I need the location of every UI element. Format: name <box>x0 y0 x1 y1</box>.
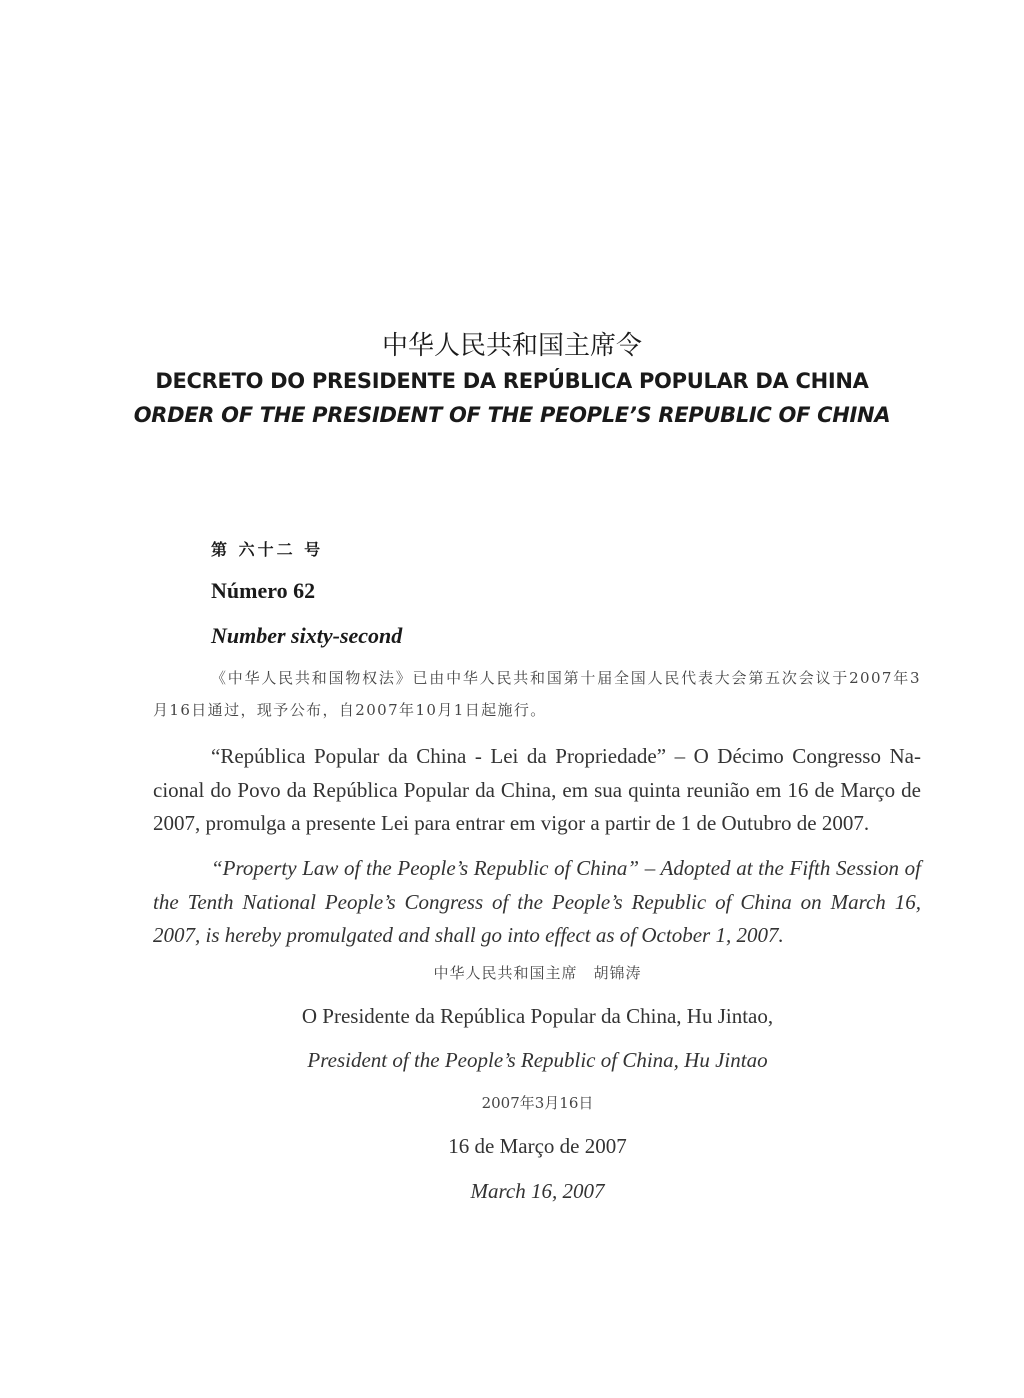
signature-english: President of the People’s Republic of China, Hu Jintao <box>307 1048 768 1072</box>
date-portuguese: 16 de Março de 2007 <box>448 1134 627 1158</box>
decree-number-chinese: 第 六十二 号 <box>211 540 324 559</box>
decree-number-english: Number sixty-second <box>211 623 403 648</box>
signature-chinese: 中华人民共和国主席 胡锦涛 <box>433 964 642 982</box>
date-english: March 16, 2007 <box>470 1179 605 1203</box>
signature-portuguese: O Presidente da República Popular da China, Hu Jintao, <box>301 1004 774 1028</box>
title-english: ORDER OF THE PRESIDENT OF THE PEOPLE’S REPUBLIC OF CHINA <box>133 403 891 427</box>
title-portuguese: DECRETO DO PRESIDENTE DA REPÚBLICA POPULAR DA CHINA <box>155 369 869 393</box>
paragraph-portuguese: “República Popular da China - Lei da Propriedade” – O Décimo Congresso Nacional do Povo da República Popular da China, em sua quinta reunião em 16 de Março de 2007, promulga a presente Lei para entrar em vigor a partir de 1 de Outubro de 2007. <box>153 744 921 835</box>
paragraph-english: “Property Law of the People’s Republic of China” – Adopted at the Fifth Session of the Tenth National People’s Congress of the People’s Republic of China on March 16, 2007, is hereby promulgated and shall go into effect as of October 1, 2007. <box>153 856 921 947</box>
paragraph-chinese: 《中华人民共和国物权法》已由中华人民共和国第十届全国人民代表大会第五次会议于2007年3月16日通过，现予公布，自2007年10月1日起施行。 <box>153 669 921 719</box>
decree-number-portuguese: Número 62 <box>211 578 316 603</box>
title-chinese: 中华人民共和国主席令 <box>381 331 642 361</box>
date-chinese: 2007年3月16日 <box>481 1094 594 1112</box>
decree-heading <box>0 328 1024 432</box>
